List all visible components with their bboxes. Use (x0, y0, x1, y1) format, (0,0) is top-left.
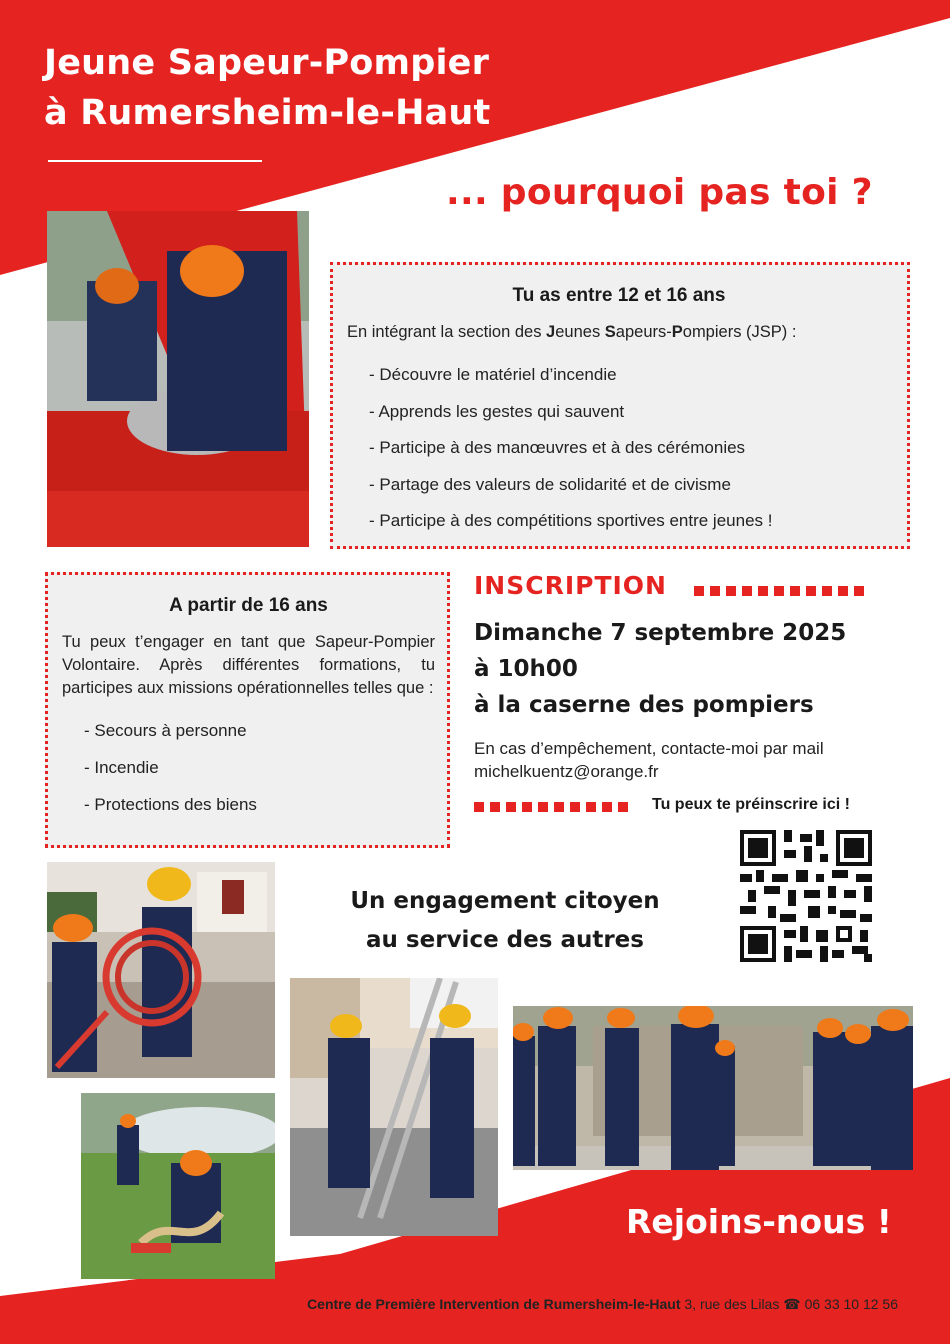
cta-join-us: Rejoins-nous ! (626, 1202, 892, 1241)
footer-phone[interactable]: 06 33 10 12 56 (804, 1296, 898, 1312)
inscription-date: Dimanche 7 septembre 2025 (474, 620, 847, 646)
phone-icon: ☎ (783, 1296, 801, 1312)
section-12-16 (330, 262, 910, 549)
section-16-plus-list (62, 712, 435, 823)
poster-title (44, 38, 490, 138)
dotted-divider (474, 802, 628, 812)
inscription-title: INSCRIPTION (474, 571, 667, 600)
dotted-divider (694, 586, 864, 596)
list-item: - Partage des valeurs de solidarité et de civisme (369, 474, 731, 494)
list-item: - Protections des biens (84, 795, 257, 814)
photo-ladder (290, 978, 498, 1236)
contact-email[interactable]: michelkuentz@orange.fr (474, 762, 659, 781)
title-underline (48, 160, 262, 162)
list-item: - Secours à personne (84, 721, 247, 740)
tagline: ... pourquoi pas toi ? (446, 172, 873, 213)
footer-address: 3, rue des Lilas (684, 1296, 780, 1312)
section-12-16-heading: Tu as entre 12 et 16 ans (512, 285, 726, 306)
slogan-line-2: au service des autres (366, 927, 644, 953)
photo-parade (513, 1006, 913, 1170)
contact-info (474, 737, 884, 783)
contact-text: En cas d’empêchement, contacte-moi par mail (474, 739, 824, 758)
photo-equipment-training (47, 211, 309, 547)
preregister-label: Tu peux te préinscrire ici ! (652, 796, 850, 813)
title-line-2: à Rumersheim-le-Haut (44, 93, 491, 133)
inscription-time: à 10h00 (474, 656, 578, 682)
section-16-plus (45, 572, 450, 848)
footer-organization: Centre de Première Intervention de Rumersheim-le-Haut (307, 1296, 681, 1312)
photo-hose-handling (47, 862, 275, 1078)
slogan (290, 882, 720, 960)
list-item: - Participe à des manœuvres et à des cérémonies (369, 438, 746, 457)
photo-water-spray (81, 1093, 275, 1279)
section-16-plus-heading: A partir de 16 ans (169, 595, 328, 616)
section-12-16-intro: En intégrant la section des Jeunes Sapeurs-Pompiers (JSP) : (347, 323, 797, 341)
title-line-1: Jeune Sapeur-Pompier (44, 43, 490, 83)
list-item: - Apprends les gestes qui sauvent (369, 401, 625, 421)
footer (0, 1296, 898, 1313)
slogan-line-1: Un engagement citoyen (350, 888, 660, 914)
section-12-16-list (347, 357, 891, 540)
list-item: - Incendie (84, 758, 159, 777)
qr-code-icon[interactable] (740, 830, 872, 962)
inscription-place: à la caserne des pompiers (474, 692, 814, 718)
section-16-plus-text: Tu peux t’engager en tant que Sapeur-Pompier Volontaire. Après différentes formations, tu participes aux missions opérationnelles telles que : (62, 633, 435, 697)
list-item: - Découvre le matériel d’incendie (369, 365, 617, 384)
list-item: - Participe à des compétitions sportives entre jeunes ! (369, 511, 773, 530)
